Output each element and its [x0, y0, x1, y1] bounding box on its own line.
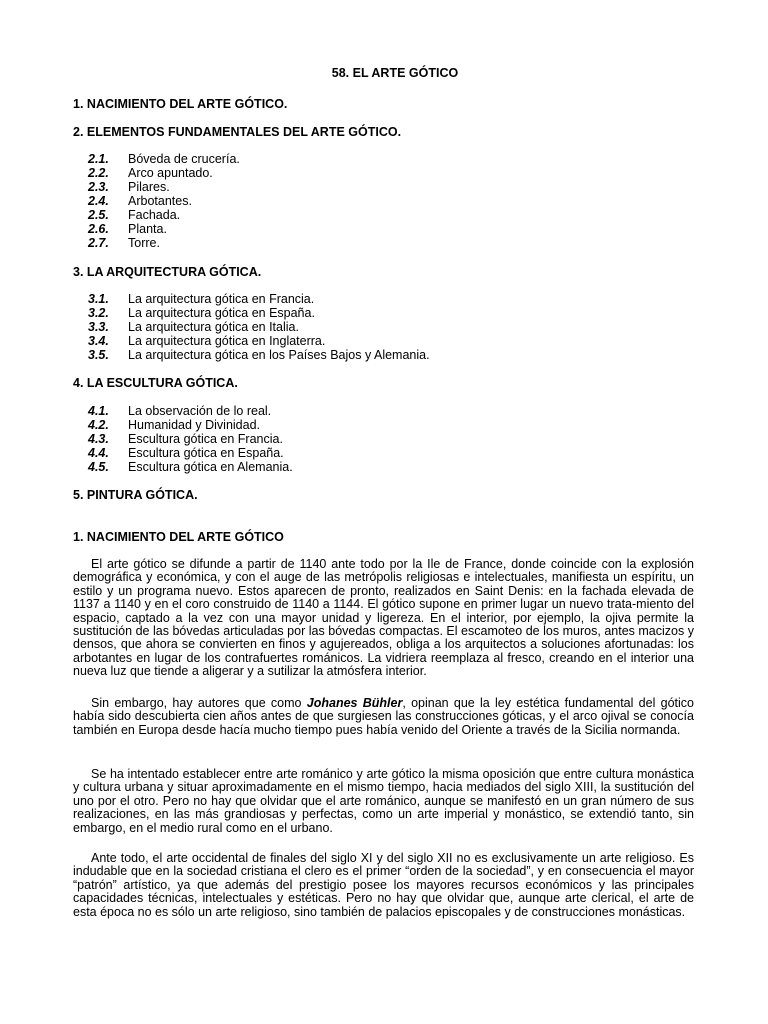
body-paragraph [73, 697, 694, 737]
toc-item [88, 432, 293, 446]
toc-heading-number: 4. [73, 376, 84, 390]
toc-heading-label: LA ESCULTURA GÓTICA. [86, 376, 238, 390]
toc-item [88, 180, 240, 194]
toc-item [88, 166, 240, 180]
toc-item-label: La observación de lo real. [128, 404, 272, 418]
toc-heading-label: ELEMENTOS FUNDAMENTALES DEL ARTE GÓTICO. [86, 125, 402, 139]
toc-item-label: La arquitectura gótica en España. [128, 306, 315, 320]
toc-heading-label: LA ARQUITECTURA GÓTICA. [86, 265, 262, 279]
toc-item-label: Bóveda de crucería. [128, 152, 240, 166]
toc-item-label: Escultura gótica en Francia. [128, 432, 283, 446]
toc-item [88, 292, 430, 306]
toc-item [88, 208, 240, 222]
toc-item [88, 306, 430, 320]
section-heading: 1. NACIMIENTO DEL ARTE GÓTICO [73, 530, 284, 544]
toc-item-number: 3.3. [88, 320, 109, 334]
toc-item [88, 460, 293, 474]
toc-item-number: 4.5. [88, 460, 109, 474]
paragraph-text: Sin embargo, hay autores que como [91, 696, 307, 710]
toc-item-number: 2.6. [88, 222, 109, 236]
body-paragraph: Se ha intentado establecer entre arte románico y arte gótico la misma oposición que entre cultura monástica y cultura urbana y situar aproximadamente en el mismo tiempo, hacia mediados del siglo XIII, la sustitución del uno por el otro. Pero no hay que olvidar que el arte románico, aunque se manifestó en un gran número de sus realizaciones, en las más grandiosas y perfectas, como un arte imperial y monástico, se extendió tanto, sin embargo, en el medio rural como en el urbano. [73, 767, 694, 835]
toc-item [88, 236, 240, 250]
toc-item-label: Planta. [128, 222, 167, 236]
toc-heading-2 [73, 125, 401, 139]
toc-item-label: La arquitectura gótica en Francia. [128, 292, 315, 306]
toc-item-number: 3.2. [88, 306, 109, 320]
toc-heading-1 [73, 97, 287, 111]
toc-item-number: 4.2. [88, 418, 109, 432]
toc-item-number: 2.5. [88, 208, 109, 222]
toc-heading-5 [73, 488, 198, 502]
toc-item [88, 348, 430, 362]
toc-item-number: 2.1. [88, 152, 109, 166]
toc-heading-number: 5. [73, 488, 84, 502]
toc-item-label: Arco apuntado. [128, 166, 213, 180]
paragraph-text: , opinan que la ley estética fundamental del gótico había sido descubierta cien años antes de que surgiesen las construcciones góticas, y el arco ojival se conocía también en Europa desde hacía mucho tiempo pues había venido del Oriente a través de la Sicilia normanda. [73, 696, 694, 737]
toc-item-number: 2.7. [88, 236, 109, 250]
toc-item-number: 3.4. [88, 334, 109, 348]
toc-heading-label: PINTURA GÓTICA. [86, 488, 198, 502]
toc-item [88, 334, 430, 348]
toc-item-label: Fachada. [128, 208, 181, 222]
toc-item-label: Arbotantes. [128, 194, 192, 208]
toc-item-label: Pilares. [128, 180, 170, 194]
toc-heading-3 [73, 265, 261, 279]
toc-item-label: Escultura gótica en Alemania. [128, 460, 293, 474]
toc-heading-number: 3. [73, 265, 84, 279]
toc-item [88, 194, 240, 208]
toc-item-label: Humanidad y Divinidad. [128, 418, 261, 432]
document-title: 58. EL ARTE GÓTICO [331, 66, 459, 80]
body-paragraph: Ante todo, el arte occidental de finales del siglo XI y del siglo XII no es exclusivamente un arte religioso. Es indudable que en la sociedad cristiana el clero es el primer “orden de la sociedad”, y en consecuencia el mayor “patrón” artístico, ya que además del prestigio posee los mayores recursos económicos y las principales capacidades técnicas, intelectuales y estéticas. Pero no hay que olvidar que, aunque arte clerical, el arte de esta época no es sólo un arte religioso, sino también de palacios episcopales y de construcciones monásticas. [73, 851, 694, 919]
toc-item-number: 3.5. [88, 348, 109, 362]
toc-item-label: La arquitectura gótica en Italia. [128, 320, 299, 334]
toc-item-number: 3.1. [88, 292, 109, 306]
toc-sublist-4 [88, 404, 293, 474]
toc-item [88, 446, 293, 460]
toc-heading-number: 2. [73, 125, 84, 139]
toc-item [88, 222, 240, 236]
toc-item-number: 2.3. [88, 180, 109, 194]
toc-sublist-2 [88, 152, 240, 250]
toc-heading-4 [73, 376, 238, 390]
author-name: Johanes Bühler [306, 696, 403, 710]
toc-heading-label: NACIMIENTO DEL ARTE GÓTICO. [86, 97, 288, 111]
toc-item-label: Torre. [128, 236, 160, 250]
toc-heading-number: 1. [73, 97, 84, 111]
toc-item-number: 4.3. [88, 432, 109, 446]
toc-sublist-3 [88, 292, 430, 362]
toc-item [88, 404, 293, 418]
toc-item-number: 2.2. [88, 166, 109, 180]
toc-item-label: La arquitectura gótica en los Países Bajos y Alemania. [128, 348, 430, 362]
toc-item [88, 152, 240, 166]
toc-item-label: La arquitectura gótica en Inglaterra. [128, 334, 326, 348]
toc-item-number: 2.4. [88, 194, 109, 208]
toc-item-number: 4.1. [88, 404, 109, 418]
body-paragraph: El arte gótico se difunde a partir de 1140 ante todo por la Ile de France, donde coincide con la explosión demográfica y económica, y con el auge de las metrópolis religiosas e intelectuales, manifiesta un espíritu, un estilo y un programa nuevo. Estos aparecen de pronto, realizados en Saint Denis: en la fachada elevada de 1137 a 1140 y en el coro construido de 1140 a 1144. El gótico supone en primer lugar un nuevo trata-miento del espacio, captado a la vez con una mayor unidad y ligereza. En el interior, por ejemplo, la ojiva permite la sustitución de las bóvedas articuladas por las bóvedas compactas. El escamoteo de los muros, antes macizos y densos, que ahora se convierten en finos y agujereados, obliga a los arquitectos a soluciones afortunadas: los arbotantes en lugar de los contrafuertes románicos. La vidriera reemplaza al fresco, creando en el interior una nueva luz que tiende a aligerar y a sutilizar la atmósfera interior. [73, 557, 694, 679]
toc-item-number: 4.4. [88, 446, 109, 460]
toc-item [88, 418, 293, 432]
toc-item-label: Escultura gótica en España. [128, 446, 284, 460]
toc-item [88, 320, 430, 334]
